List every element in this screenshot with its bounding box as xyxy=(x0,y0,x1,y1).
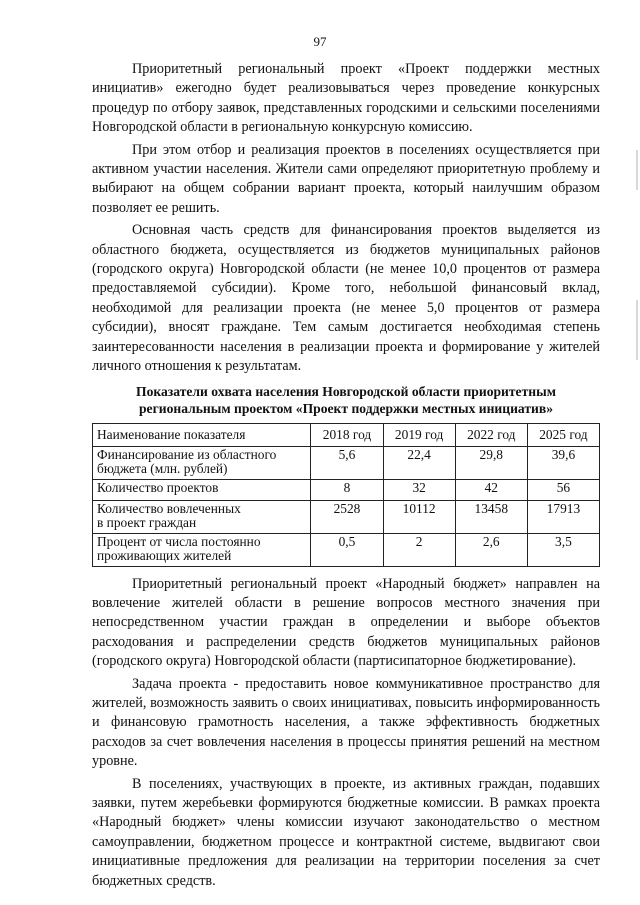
paragraph: Основная часть средств для финансирования проектов выделяется из областного бюджета, осуществляется из бюджетов муниципальных районов (городского округа) Новгородской области (не менее 10,0 процентов от размера предоставляемой субсидии). Кроме того, небольшой финансовый вклад, необходимой для реализации проекта (не менее 5,0 процентов от размера субсидии), вносят граждане. Тем самым достигается необходимая степень заинтересованности населения в реализации проекта и формирование у жителей личного отношения к результатам. xyxy=(92,222,600,375)
table-cell: 0,5 xyxy=(311,533,383,566)
table-title xyxy=(92,383,600,417)
indicator-name xyxy=(93,446,311,479)
table-header-row xyxy=(93,423,600,446)
table-cell: 2528 xyxy=(311,500,383,533)
paragraph: В поселениях, участвующих в проекте, из активных граждан, подавших заявки, путем жеребьевки формируются бюджетные комиссии. В рамках проекта «Народный бюджет» члены комиссии изучают законодательство о местном самоуправлении, бюджетном процессе и контрактной системе, выдвигают свои инициативные предложения для реализации на территории поселения за счет бюджетных средств. xyxy=(92,775,600,889)
indicator-name-line: Финансирование из областного xyxy=(97,446,277,462)
table-row xyxy=(93,479,600,500)
scan-artifact xyxy=(636,300,638,360)
paragraph: Задача проекта - предоставить новое коммуникативное пространство для жителей, возможность заявить о своих инициативах, повысить информированность и финансовую грамотность населения, а также эффективность бюджетных расходов за счет вовлечения населения в процессы принятия решений на местном уровне. xyxy=(92,675,600,770)
column-header: 2025 год xyxy=(527,423,599,446)
table-cell: 22,4 xyxy=(383,446,455,479)
indicators-table xyxy=(92,423,600,567)
table-cell: 42 xyxy=(455,479,527,500)
indicator-name-line: Количество вовлеченных xyxy=(97,500,241,516)
scan-artifact xyxy=(636,150,638,190)
table-cell: 5,6 xyxy=(311,446,383,479)
table-cell: 29,8 xyxy=(455,446,527,479)
indicator-name xyxy=(93,500,311,533)
table-cell: 2,6 xyxy=(455,533,527,566)
table-cell: 32 xyxy=(383,479,455,500)
table-row xyxy=(93,533,600,566)
table-cell: 10112 xyxy=(383,500,455,533)
indicator-name-line: Процент от числа постоянно xyxy=(97,533,261,549)
table-cell: 56 xyxy=(527,479,599,500)
column-header: Наименование показателя xyxy=(93,423,311,446)
indicator-name-line: бюджета (млн. рублей) xyxy=(97,460,228,476)
indicator-name: Количество проектов xyxy=(93,479,311,500)
table-row xyxy=(93,500,600,533)
indicator-name xyxy=(93,533,311,566)
indicator-name-line: в проект граждан xyxy=(97,514,197,530)
indicator-name-line: проживающих жителей xyxy=(97,547,232,563)
column-header: 2018 год xyxy=(311,423,383,446)
table-cell: 17913 xyxy=(527,500,599,533)
page-number: 97 xyxy=(313,34,327,49)
paragraph: При этом отбор и реализация проектов в поселениях осуществляется при активном участии населения. Жители сами определяют приоритетную проблему и выбирают на общем собрании вариант проекта, который наилучшим образом позволяет ее решить. xyxy=(92,141,600,216)
table-title-line: региональным проектом «Проект поддержки местных инициатив» xyxy=(138,400,554,416)
column-header: 2019 год xyxy=(383,423,455,446)
paragraph: Приоритетный региональный проект «Проект поддержки местных инициатив» ежегодно будет реализовываться через проведение конкурсных процедур по отбору заявок, представленных городскими и сельскими поселениями Новгородской области в региональную конкурсную комиссию. xyxy=(92,61,600,136)
document-body xyxy=(92,60,600,894)
paragraph: Приоритетный региональный проект «Народный бюджет» направлен на вовлечение жителей области в решение вопросов местного значения при непосредственном участии граждан в определении и выборе объектов расходования и распределении средств бюджетов муниципальных районов (городского округа) Новгородской области (партисипаторное бюджетирование). xyxy=(92,575,600,670)
table-cell: 8 xyxy=(311,479,383,500)
table-cell: 39,6 xyxy=(527,446,599,479)
column-header: 2022 год xyxy=(455,423,527,446)
table-title-line: Показатели охвата населения Новгородской области приоритетным xyxy=(136,383,556,399)
table-cell: 3,5 xyxy=(527,533,599,566)
table-cell: 13458 xyxy=(455,500,527,533)
table-row xyxy=(93,446,600,479)
table-cell: 2 xyxy=(383,533,455,566)
